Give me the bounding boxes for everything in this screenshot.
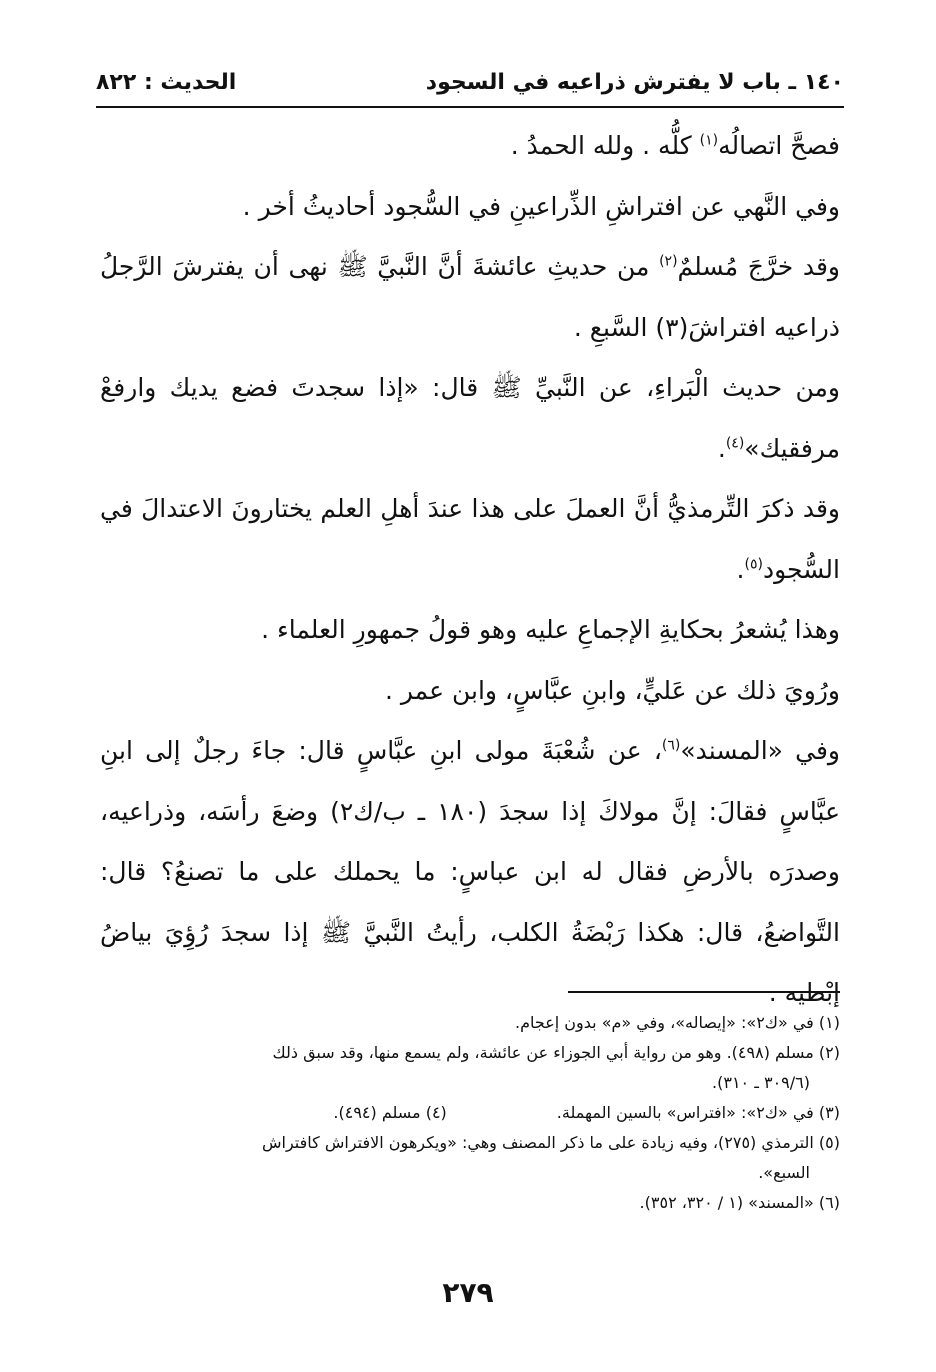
running-header xyxy=(96,62,844,102)
paragraph: وفي النَّهي عن افتراشِ الذِّراعينِ في السُّجود أحاديثُ أخر . xyxy=(242,191,840,221)
footnote-3: (٣) في «ك٢»: «افتراس» بالسين المهملة. xyxy=(556,1103,840,1122)
paragraph: وفي «المسند»$^{(٦)}$، عن شُعْبَةَ مولى ابنِ عبَّاسٍ قال: جاءَ رجلٌ إلى ابنِ عبَّاسٍ فقالَ: إنَّ مولاكَ إذا سجدَ (١٨٠ ـ ب/ك٢) وضعَ رأسَه، وذراعيه، وصدرَه بالأرضِ فقال له ابن عباسٍ: ما يحملك على ما تصنعُ؟ قال: التَّواضعُ، قال: هكذا رَبْضَةُ الكلب، رأيتُ النَّبيَّ ﷺ إذا سجدَ رُؤِيَ بياضُ إبْطيه . xyxy=(100,736,841,1007)
footnote-divider xyxy=(568,991,840,993)
footnote-1: (١) في «ك٢»: «إيصاله»، وفي «م» بدون إعجام. xyxy=(515,1013,840,1032)
page-number: ٢٧٩ xyxy=(442,1276,494,1309)
paragraph: وهذا يُشعرُ بحكايةِ الإجماعِ عليه وهو قولُ جمهورِ العلماء . xyxy=(261,615,840,644)
hadith-reference: الحديث : ٨٢٢ xyxy=(96,69,237,95)
footnote-5-continuation: السبع». xyxy=(758,1163,810,1182)
footnote-2: (٢) مسلم (٤٩٨). وهو من رواية أبي الجوزاء عن عائشة، ولم يسمع منها، وقد سبق ذلك xyxy=(272,1043,840,1062)
footnote-2-continuation: (٣٠٩/٦ ـ ٣١٠). xyxy=(712,1073,810,1092)
footnote-marker[interactable]: (٥) xyxy=(744,556,763,573)
paragraph: ومن حديث الْبَراءِ، عن النَّبيِّ ﷺ قال: «إذا سجدتَ فضع يديك وارفعْ مرفقيك»$^{(٤)}$. xyxy=(100,373,840,463)
footnote-marker[interactable]: (٤) xyxy=(725,435,745,452)
footnote-5: (٥) الترمذي (٢٧٥)، وفيه زيادة على ما ذكر المصنف وهي: «ويكرهون الافتراش كافتراش xyxy=(262,1133,840,1152)
paragraph: فصحَّ اتصالُه$^{(١)}$ كلُّه . ولله الحمدُ . xyxy=(510,131,840,160)
paragraph: ورُويَ ذلك عن عَليٍّ، وابنِ عبَّاسٍ، وابن عمر . xyxy=(384,675,840,705)
footnote-6: (٦) «المسند» (١ / ٣٢٠، ٣٥٢). xyxy=(639,1193,840,1212)
footnote-marker[interactable]: (١) xyxy=(699,132,719,149)
chapter-title: ١٤٠ ـ باب لا يفترش ذراعيه في السجود xyxy=(425,69,844,95)
paragraph: وقد ذكرَ التِّرمذيُّ أنَّ العملَ على هذا عندَ أهلِ العلم يختارونَ الاعتدالَ في السُّجود$^{(٥)}$. xyxy=(100,494,840,584)
paragraph: وقد خرَّجَ مُسلمٌ$^{(٢)}$ من حديثِ عائشةَ أنَّ النَّبيَّ ﷺ نهى أن يفترشَ الرَّجلُ ذراعيه افتراشَ(٣) السَّبعِ . xyxy=(100,252,840,342)
footnote-marker[interactable]: (٦) xyxy=(661,737,681,754)
footnotes xyxy=(100,1008,840,1218)
footnote-4: (٤) مسلم (٤٩٤). xyxy=(333,1103,447,1122)
main-text xyxy=(100,116,840,1024)
header-divider xyxy=(96,106,844,108)
footnote-row xyxy=(100,1098,840,1128)
footnote-marker[interactable]: (٢) xyxy=(659,253,678,270)
